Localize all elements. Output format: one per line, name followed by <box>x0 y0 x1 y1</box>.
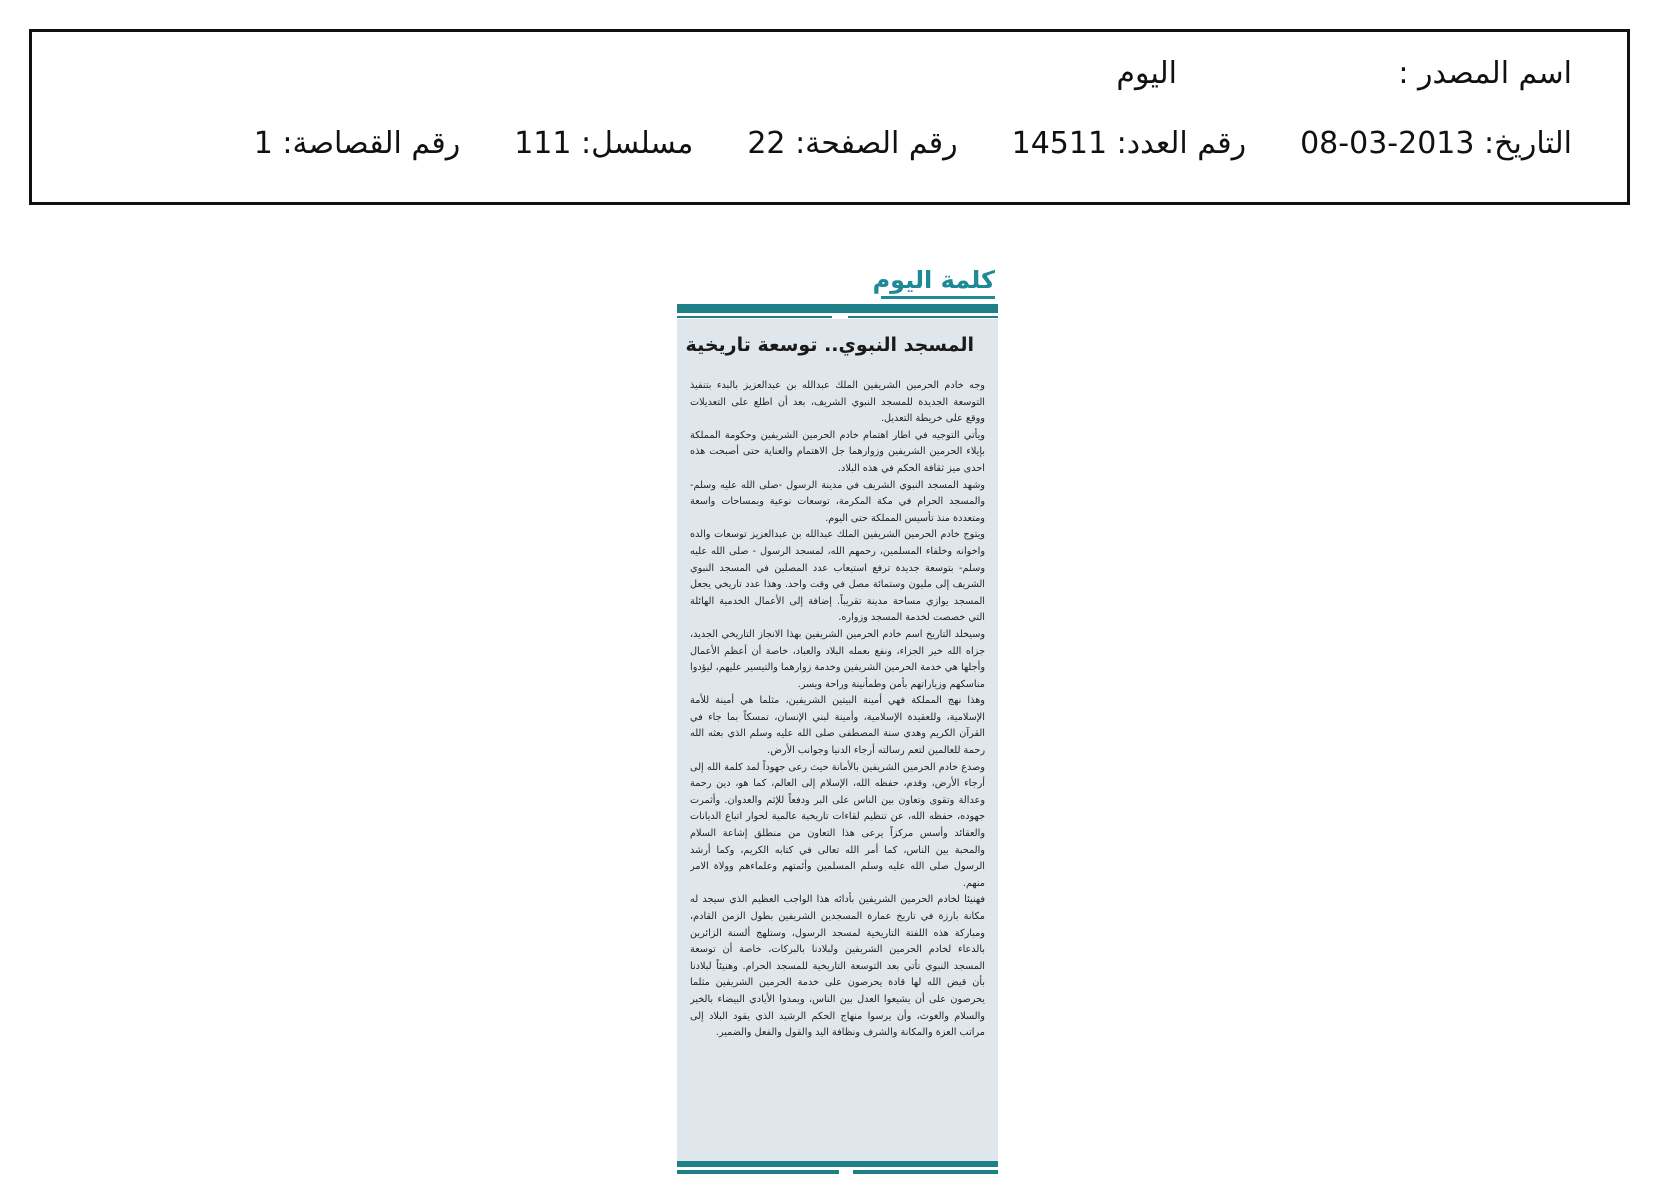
article-paragraph: وهذا نهج المملكة فهي أمينة البيتين الشريفين، مثلما هي أمينة للأمة الإسلامية، وللعقيدة الإسلامية، وأمينة لبني الإنسان، تمسكاً بما جاء في القرآن الكريم وهدي سنة المصطفى صلى الله عليه وسلم الذي بعثه الله رحمة للعالمين لتعم رسالته أرجاء الدنيا وجوانب الأرض. <box>690 695 985 757</box>
section-title-underline <box>881 296 995 299</box>
article-paragraph: وجه خادم الحرمين الشريفين الملك عبدالله بن عبدالعزيز بالبدء بتنفيذ التوسعة الجديدة للمسجد النبوي الشريف، بعد أن اطلع على التعديلات ووقع على خريطة التعديل. <box>690 380 985 425</box>
clip-number-field: رقم القصاصة: 1 <box>253 125 461 161</box>
page-number-field: رقم الصفحة: 22 <box>747 125 958 161</box>
article-paragraph: وشهد المسجد النبوي الشريف في مدينة الرسول -صلى الله عليه وسلم- والمسجد الحرام في مكة المكرمة، توسعات نوعية وبمساحات واسعة ومتعددة منذ تأسيس المملكة حتى اليوم. <box>690 479 985 524</box>
article-body <box>690 378 985 1151</box>
article-paragraph: وسيخلد التاريخ اسم خادم الحرمين الشريفين بهذا الانجاز التاريخي الجديد، جزاه الله خير الجزاء، ونفع بعمله البلاد والعباد، خاصة أن أعظم الأعمال وأجلها هي خدمة الحرمين الشريفين وخدمة زوارهما والتيسير عليهم، ليؤدوا مناسكهم وزياراتهم بأمن وطمأنينة وراحة ويسر. <box>690 628 985 690</box>
bottom-rule-thin <box>677 1170 998 1174</box>
date-field: التاريخ: 2013-03-08 <box>1300 125 1572 161</box>
article-paragraph: فهنيئا لخادم الحرمين الشريفين بأدائه هذا الواجب العظيم الذي سيجد له مكانة بارزة في تاريخ عمارة المسجدين الشريفين بطول الزمن القادم، ومباركة هذه اللفتة التاريخية لمسجد الرسول، وستلهج ألسنة الزائرين بالدعاء لخادم الحرمين الشريفين ولبلادنا بالبركات، خاصة أن توسعة المسجد النبوي تأتي بعد التوسعة التاريخية للمسجد الحرام. وهنيئاً لبلادنا بأن قيض الله لها قادة يحرصون على خدمة الحرمين الشريفين مثلما يحرصون على أن يشيعوا العدل بين الناس، ويمدوا الأيادي البيضاء بالخير والسلام والغوث، وأن يرسوا منهاج الحكم الرشيد الذي يقود البلاد إلى مراتب العزة والمكانة والشرف ونظافة اليد والقول والفعل والضمير. <box>690 894 985 1039</box>
issue-number-field: رقم العدد: 14511 <box>1011 125 1247 161</box>
source-value: اليوم <box>1116 56 1177 91</box>
article-headline: المسجد النبوي.. توسعة تاريخية <box>685 334 974 356</box>
metadata-row <box>92 122 1572 164</box>
article-paragraph: وصدع خادم الحرمين الشريفين بالأمانة حيث رعى جهوداً لمد كلمة الله إلى أرجاء الأرض، وقدم، حفظه الله، الإسلام إلى العالم، كما هو، دين رحمة وعدالة وتقوى وتعاون بين الناس على البر ودفعاً للإثم والعدوان. وأثمرت جهوده، حفظه الله، عن تنظيم لقاءات تاريخية عالمية لحوار اتباع الديانات والعقائد وأسس مركزاً يرعى هذا التعاون من منطلق إشاعة السلام والمحبة بين الناس، كما أمر الله تعالى في كتابه الكريم، وكما أرشد الرسول صلى الله عليه وسلم المسلمين وأئمتهم وعلماءهم وولاة الامر منهم. <box>690 761 985 889</box>
newspaper-clipping <box>677 264 998 1182</box>
article-paragraph: ويأتي التوجيه في اطار اهتمام خادم الحرمين الشريفين وحكومة المملكة بإيلاء الحرمين الشريفين وزوارهما جل الاهتمام والعناية حتى أصبحت هذه احدى ميز ثقافة الحكم في هذه البلاد. <box>690 429 985 474</box>
serial-field: مسلسل: 111 <box>514 125 694 161</box>
article-paragraph: ويتوج خادم الحرمين الشريفين الملك عبدالله بن عبدالعزيز توسعات والده واخوانه وخلفاء المسلمين، رحمهم الله، لمسجد الرسول - صلى الله عليه وسلم- بتوسعة جديدة ترفع استيعاب عدد المصلين في المسجد النبوي الشريف إلى مليون وستمائة مصل في وقت واحد. وهذا عدد تاريخي يجعل المسجد يوازي مساحة مدينة تقريباً. إضافة إلى الأعمال الخدمية الهائلة التي خصصت لخدمة المسجد وزواره. <box>690 529 985 624</box>
source-info-box <box>29 29 1630 205</box>
source-label: اسم المصدر : <box>1398 56 1572 91</box>
bottom-rule-thick <box>677 1161 998 1167</box>
top-rule-thick <box>677 304 998 313</box>
section-title: كلمة اليوم <box>872 266 995 294</box>
